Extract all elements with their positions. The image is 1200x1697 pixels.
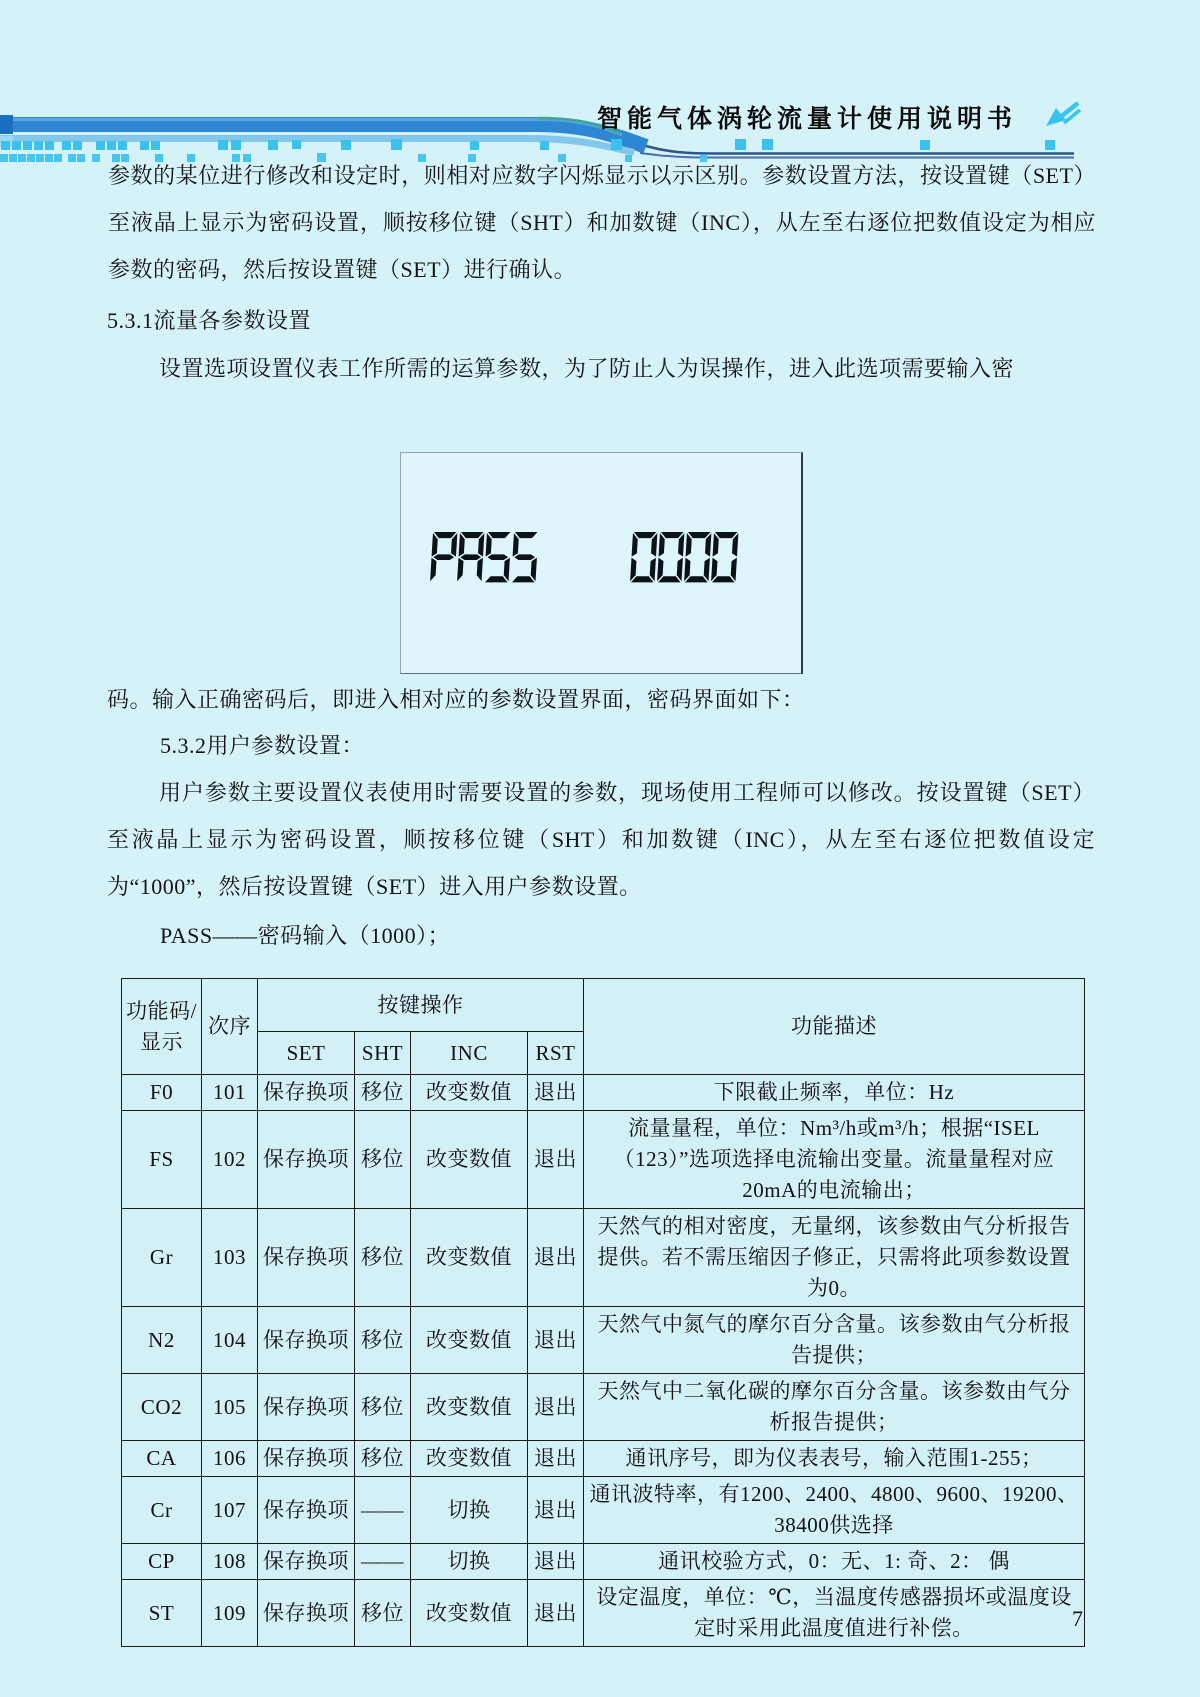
cell-rst: 退出: [528, 1477, 584, 1544]
col-header-sequence: 次序: [202, 979, 258, 1075]
cell-inc: 改变数值: [411, 1580, 528, 1647]
table-row: [122, 1209, 1085, 1307]
cell-code: N2: [122, 1307, 202, 1374]
table-row: [122, 1477, 1085, 1544]
col-header-set: SET: [258, 1032, 355, 1075]
cell-seq: 102: [202, 1111, 258, 1209]
cell-code: F0: [122, 1075, 202, 1111]
section-heading-531: 5.3.1流量各参数设置: [107, 308, 312, 333]
col-header-inc: INC: [411, 1032, 528, 1075]
cell-desc: 天然气的相对密度，无量纲，该参数由气分析报告提供。若不需压缩因子修正，只需将此项参数设置为0。: [584, 1209, 1085, 1307]
cyan-square-accent: [1045, 140, 1055, 150]
cell-seq: 107: [202, 1477, 258, 1544]
lcd-password-display: [400, 452, 803, 674]
cell-inc: 改变数值: [411, 1111, 528, 1209]
cell-set: 保存换项: [258, 1580, 355, 1647]
cell-sht: ——: [355, 1477, 411, 1544]
cell-sht: 移位: [355, 1441, 411, 1477]
paragraph-user-parameter: 用户参数主要设置仪表使用时需要设置的参数，现场使用工程师可以修改。按设置键（SET）至液晶上显示为密码设置，顺按移位键（SHT）和加数键（INC），从左至右逐位把数值设定为“1000”，然后按设置键（SET）进入用户参数设置。: [107, 780, 1095, 899]
cell-sht: 移位: [355, 1307, 411, 1374]
table-row: [122, 1111, 1085, 1209]
cell-desc: 设定温度，单位：℃，当温度传感器损坏或温度设定时采用此温度值进行补偿。: [584, 1580, 1085, 1647]
table-row: [122, 1307, 1085, 1374]
cell-code: CA: [122, 1441, 202, 1477]
cell-desc: 流量量程，单位：Nm³/h或m³/h；根据“ISEL（123）”选项选择电流输出变量。流量量程对应20mA的电流输出；: [584, 1111, 1085, 1209]
cell-sht: 移位: [355, 1075, 411, 1111]
cell-inc: 改变数值: [411, 1209, 528, 1307]
cell-sht: 移位: [355, 1209, 411, 1307]
cell-set: 保存换项: [258, 1209, 355, 1307]
paragraph-option-setting: 设置选项设置仪表工作所需的运算参数，为了防止人为误操作，进入此选项需要输入密: [159, 356, 1015, 381]
function-code-table: [121, 978, 1085, 1647]
cell-code: CO2: [122, 1374, 202, 1441]
cell-set: 保存换项: [258, 1307, 355, 1374]
cell-seq: 108: [202, 1544, 258, 1580]
col-header-description: 功能描述: [584, 979, 1085, 1075]
cell-set: 保存换项: [258, 1544, 355, 1580]
table-row: [122, 1544, 1085, 1580]
cell-inc: 改变数值: [411, 1307, 528, 1374]
col-header-rst: RST: [528, 1032, 584, 1075]
cell-rst: 退出: [528, 1111, 584, 1209]
cell-seq: 104: [202, 1307, 258, 1374]
cursor-arrow-icon: [1046, 103, 1080, 126]
cell-rst: 退出: [528, 1374, 584, 1441]
page-number: 7: [1072, 1606, 1083, 1631]
col-header-sht: SHT: [355, 1032, 411, 1075]
cell-seq: 106: [202, 1441, 258, 1477]
table-row: [122, 1075, 1085, 1111]
cell-set: 保存换项: [258, 1075, 355, 1111]
cell-inc: 改变数值: [411, 1374, 528, 1441]
cell-code: FS: [122, 1111, 202, 1209]
table-row: [122, 1374, 1085, 1441]
cell-seq: 109: [202, 1580, 258, 1647]
cell-code: Gr: [122, 1209, 202, 1307]
paragraph-after-password: 码。输入正确密码后，即进入相对应的参数设置界面，密码界面如下：: [107, 687, 805, 712]
table-row: [122, 1441, 1085, 1477]
col-header-key-operations: 按键操作: [258, 979, 584, 1032]
cell-inc: 改变数值: [411, 1075, 528, 1111]
seven-segment-readout: [401, 453, 797, 670]
cell-rst: 退出: [528, 1075, 584, 1111]
cell-desc: 下限截止频率，单位：Hz: [584, 1075, 1085, 1111]
cell-inc: 切换: [411, 1477, 528, 1544]
cell-code: ST: [122, 1580, 202, 1647]
cell-rst: 退出: [528, 1441, 584, 1477]
cell-rst: 退出: [528, 1209, 584, 1307]
cell-set: 保存换项: [258, 1441, 355, 1477]
cell-desc: 通讯序号，即为仪表表号，输入范围1-255；: [584, 1441, 1085, 1477]
cell-inc: 切换: [411, 1544, 528, 1580]
cell-rst: 退出: [528, 1580, 584, 1647]
cell-code: CP: [122, 1544, 202, 1580]
cell-inc: 改变数值: [411, 1441, 528, 1477]
cell-sht: ——: [355, 1544, 411, 1580]
cell-desc: 通讯波特率，有1200、2400、4800、9600、19200、38400供选择: [584, 1477, 1085, 1544]
cell-rst: 退出: [528, 1307, 584, 1374]
table-row: [122, 1580, 1085, 1647]
cell-set: 保存换项: [258, 1374, 355, 1441]
cell-set: 保存换项: [258, 1477, 355, 1544]
cell-rst: 退出: [528, 1544, 584, 1580]
col-header-function-code: 功能码/ 显示: [122, 979, 202, 1075]
cell-desc: 通讯校验方式，0：无、1: 奇、2： 偶: [584, 1544, 1085, 1580]
cell-sht: 移位: [355, 1374, 411, 1441]
paragraph-parameter-setting: 参数的某位进行修改和设定时，则相对应数字闪烁显示以示区别。参数设置方法，按设置键（SET）至液晶上显示为密码设置，顺按移位键（SHT）和加数键（INC），从左至右逐位把数值设定为相应参数的密码，然后按设置键（SET）进行确认。: [108, 163, 1096, 282]
cell-seq: 105: [202, 1374, 258, 1441]
cell-seq: 101: [202, 1075, 258, 1111]
cell-code: Cr: [122, 1477, 202, 1544]
document-header-title: 智能气体涡轮流量计使用说明书: [596, 106, 1017, 133]
cell-desc: 天然气中二氧化碳的摩尔百分含量。该参数由气分析报告提供；: [584, 1374, 1085, 1441]
line-pass-input: PASS——密码输入（1000）；: [160, 923, 451, 948]
cell-sht: 移位: [355, 1580, 411, 1647]
cell-set: 保存换项: [258, 1111, 355, 1209]
cell-sht: 移位: [355, 1111, 411, 1209]
cell-desc: 天然气中氮气的摩尔百分含量。该参数由气分析报告提供；: [584, 1307, 1085, 1374]
section-heading-532: 5.3.2用户参数设置：: [160, 733, 365, 758]
cell-seq: 103: [202, 1209, 258, 1307]
